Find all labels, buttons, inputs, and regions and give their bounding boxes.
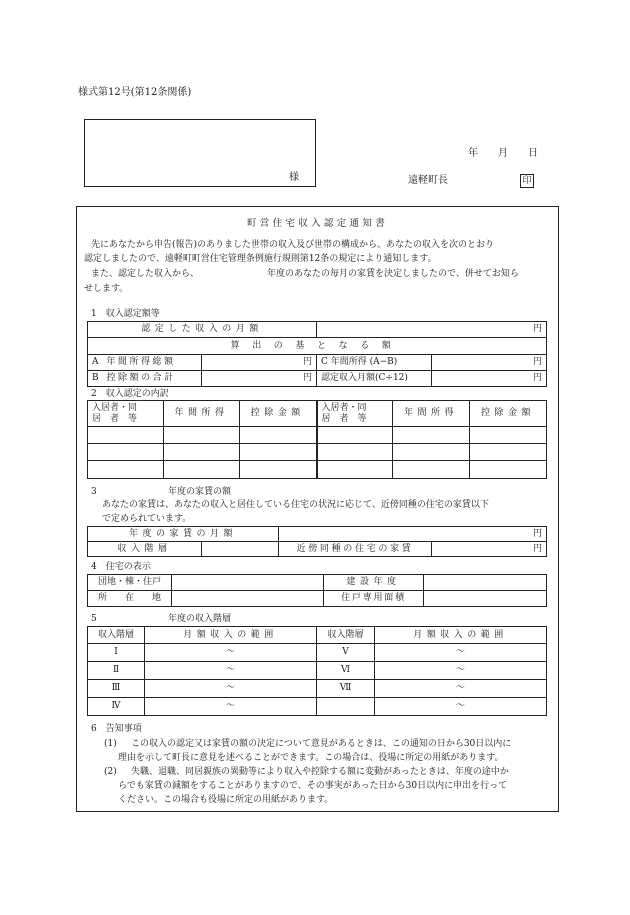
range-cell: 〜 xyxy=(145,662,317,680)
housing-complex-value[interactable] xyxy=(172,575,324,591)
certified-monthly-income-value[interactable] xyxy=(317,322,547,338)
notice-item-2-number: (2) xyxy=(104,767,117,777)
breakdown-cell[interactable] xyxy=(317,427,393,444)
breakdown-cell[interactable] xyxy=(317,461,393,479)
range-cell: 〜 xyxy=(145,644,317,662)
tier-cell: Ⅳ xyxy=(88,698,145,716)
certified-monthly-value[interactable] xyxy=(432,371,547,387)
deduction-total-value[interactable] xyxy=(202,371,317,387)
range-cell: 〜 xyxy=(375,644,547,662)
section-1-heading: 1 収入認定額等 xyxy=(91,309,160,319)
certified-monthly-income-label: 認定した収入の月額 xyxy=(88,322,317,338)
construction-year-value[interactable] xyxy=(424,575,547,591)
tier-cell: Ⅰ xyxy=(88,644,145,662)
section-3-heading: 年度の家賃の額 xyxy=(168,487,232,497)
tier-cell: Ⅴ xyxy=(317,644,375,662)
intro-line-1: 先にあなたから申告(報告)のありました世帯の収入及び世帯の構成から、あなたの収入を次のとおり xyxy=(91,240,495,250)
income-tier-value[interactable] xyxy=(202,542,279,557)
breakdown-cell[interactable] xyxy=(317,444,393,461)
rent-table xyxy=(87,526,547,557)
yen-unit: 円 xyxy=(533,357,543,368)
breakdown-cell[interactable] xyxy=(470,461,547,479)
income-tier-table xyxy=(87,626,547,716)
income-amount-table xyxy=(87,321,547,387)
yen-unit: 円 xyxy=(303,357,313,368)
notice-item-2-line-3: ください。この場合も役場に所定の用紙があります。 xyxy=(118,795,334,805)
annual-income-header-right: 年間所得 xyxy=(393,401,470,427)
annual-income-net-value[interactable] xyxy=(432,355,547,371)
floor-area-label: 住戸専用面積 xyxy=(324,591,424,607)
addressee-suffix: 様 xyxy=(289,172,299,183)
deduction-header: 控除金額 xyxy=(240,401,317,427)
breakdown-cell[interactable] xyxy=(240,461,317,479)
tier-cell xyxy=(317,698,375,716)
breakdown-cell[interactable] xyxy=(393,427,470,444)
notice-item-1-line-1: この収入の認定又は家賃の額の決定について意見があるときは、この通知の日から30日以内に xyxy=(131,739,512,749)
tier-cell: Ⅲ xyxy=(88,680,145,698)
breakdown-cell[interactable] xyxy=(88,444,164,461)
resident-header xyxy=(88,401,164,427)
section-6-heading: 6 告知事項 xyxy=(91,724,142,734)
tier-header-left: 収入階層 xyxy=(88,627,145,644)
intro-line-4: せします。 xyxy=(84,284,129,294)
seal-mark: 印 xyxy=(520,174,534,188)
yen-unit: 円 xyxy=(533,528,543,539)
notice-item-1-line-2: 理由を示して町長に意見を述べることができます。この場合は、役場に所定の用紙があります。 xyxy=(118,753,504,763)
breakdown-cell[interactable] xyxy=(164,444,240,461)
rent-monthly-label: 年度の家賃の月額 xyxy=(88,527,279,542)
form-number: 様式第12号(第12条関係) xyxy=(78,87,192,98)
notice-item-2-line-1: 失職、退職、同居親族の異動等により収入や控除する額に変動があったときは、年度の途中か xyxy=(131,767,509,777)
yen-unit: 円 xyxy=(533,324,543,335)
notice-item-1-number: (1) xyxy=(104,739,117,749)
annual-income-net-label: C 年間所得 (A−B) xyxy=(317,355,432,371)
section-3-text-1: あなたの家賃は、あなたの収入と居住している住宅の状況に応じて、近傍同種の住宅の家賃以下 xyxy=(102,500,489,510)
calculation-basis-header: 算出の基となる額 xyxy=(88,338,547,355)
resident-header-right-line-1: 入居者・同 xyxy=(321,403,367,414)
tier-cell: Ⅶ xyxy=(317,680,375,698)
section-2-heading: 2 収入認定の内訳 xyxy=(91,389,169,399)
range-cell: 〜 xyxy=(375,680,547,698)
intro-line-3b: 年度のあなたの毎月の家賃を決定しましたので、併せてお知ら xyxy=(267,269,519,279)
housing-complex-label: 団地・棟・住戸 xyxy=(88,575,172,591)
housing-table xyxy=(87,574,547,607)
breakdown-cell[interactable] xyxy=(393,461,470,479)
rent-monthly-value[interactable] xyxy=(279,527,547,542)
resident-header-right xyxy=(317,401,393,427)
annual-income-total-label: A 年間所得総額 xyxy=(88,355,202,371)
income-breakdown-table xyxy=(87,400,547,479)
section-3-number: 3 xyxy=(91,487,97,497)
section-3-text-2: で定められています。 xyxy=(102,514,192,524)
breakdown-cell[interactable] xyxy=(393,444,470,461)
resident-header-right-line-2: 居 者 等 xyxy=(321,413,367,424)
breakdown-cell[interactable] xyxy=(88,461,164,479)
nearby-rent-value[interactable] xyxy=(432,542,547,557)
breakdown-cell[interactable] xyxy=(240,444,317,461)
yen-unit: 円 xyxy=(533,373,543,384)
breakdown-cell[interactable] xyxy=(164,461,240,479)
range-cell: 〜 xyxy=(375,662,547,680)
tier-cell: Ⅱ xyxy=(88,662,145,680)
nearby-rent-label: 近傍同種の住宅の家賃 xyxy=(279,542,432,557)
resident-header-line-2: 居 者 等 xyxy=(92,413,138,424)
breakdown-cell[interactable] xyxy=(164,427,240,444)
deduction-header-right: 控除金額 xyxy=(470,401,547,427)
yen-unit: 円 xyxy=(533,543,543,554)
section-4-heading: 4 住宅の表示 xyxy=(91,562,151,572)
intro-line-3a: また、認定した収入から、 xyxy=(91,269,200,279)
location-label: 所 在 地 xyxy=(88,591,172,607)
range-header-right: 月額収入の範囲 xyxy=(375,627,547,644)
certified-monthly-label: 認定収入月額(C÷12) xyxy=(317,371,432,387)
notice-title: 町営住宅収入認定通知書 xyxy=(246,218,389,229)
breakdown-cell[interactable] xyxy=(88,427,164,444)
yen-unit: 円 xyxy=(303,373,313,384)
intro-line-2: 認定しましたので、遠軽町町営住宅管理条例施行規則第12条の規定により通知します。 xyxy=(84,254,437,264)
range-header-left: 月額収入の範囲 xyxy=(145,627,317,644)
breakdown-cell[interactable] xyxy=(470,427,547,444)
addressee-box[interactable] xyxy=(84,119,316,187)
deduction-total-label: B 控除額の合計 xyxy=(88,371,202,387)
sender-name: 遠軽町長 xyxy=(408,175,448,186)
section-5-number: 5 xyxy=(91,614,97,624)
date-field: 年 月 日 xyxy=(468,148,538,159)
annual-income-total-value[interactable] xyxy=(202,355,317,371)
breakdown-cell[interactable] xyxy=(470,444,547,461)
range-cell: 〜 xyxy=(145,698,317,716)
range-cell: 〜 xyxy=(375,698,547,716)
notice-item-2-line-2: らでも家賃の減額をすることがありますので、その事実があった日から30日以内に申出を行って xyxy=(118,781,508,791)
tier-cell: Ⅵ xyxy=(317,662,375,680)
range-cell: 〜 xyxy=(145,680,317,698)
tier-header-right: 収入階層 xyxy=(317,627,375,644)
location-value[interactable] xyxy=(172,591,324,607)
income-tier-label: 収入階層 xyxy=(88,542,202,557)
resident-header-line-1: 入居者・同 xyxy=(92,403,138,414)
construction-year-label: 建設年度 xyxy=(324,575,424,591)
annual-income-header: 年間所得 xyxy=(164,401,240,427)
breakdown-cell[interactable] xyxy=(240,427,317,444)
section-5-heading: 年度の収入階層 xyxy=(168,614,232,624)
floor-area-value[interactable] xyxy=(424,591,547,607)
